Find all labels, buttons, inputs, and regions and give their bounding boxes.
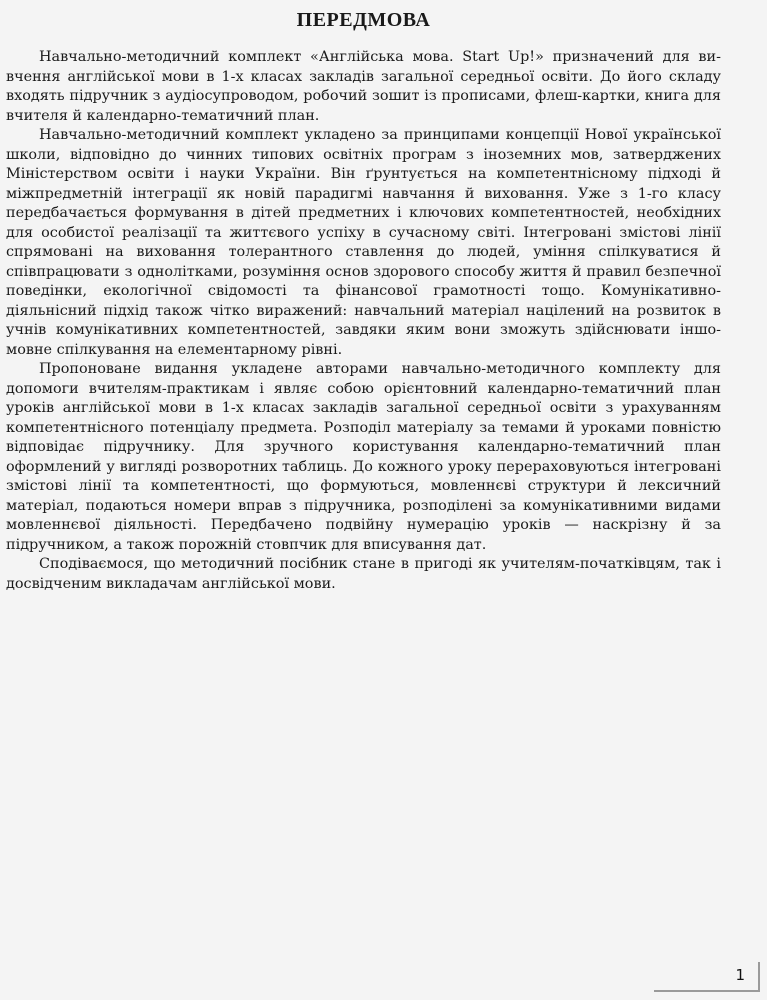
paragraph-1: Навчально-методичний комплект «Англійська мова. Start Up!» призначений для вивчення англійської мови в 1-х класах закладів загальної середньої освіти. До його складу входять підручник з аудіосупроводом, робочий зошит із прописами, флеш-картки, книга для вчителя й календарно-тематичний план. [6, 49, 721, 124]
paragraph-4: Сподіваємося, що методичний посібник стане в пригоді як учителям-початківцям, так і досвідченим викладачам англійської мови. [6, 556, 721, 592]
page-number: 1 [735, 966, 745, 984]
document-page [6, 6, 721, 594]
page-title: ПЕРЕДМОВА [296, 9, 431, 31]
paragraph-3: Пропоноване видання укладене авторами навчально-методичного комплекту для допомоги вчителям-практикам і являє собою орієнтовний календарно-тематичний план уроків англійської мови в 1-х класах закладів загальної середньої освіти з урахуванням компетентнісного потенціалу предмета. Розподіл матеріалу за темами й уроками повністю відповідає підручнику. Для зручного користування календарно-тематичний план оформлений у вигляді розворотних таблиць. До кожного уроку перераховуються інтегровані змістові лінії та компетентності, що формуються, мовленнєві структури й лексичний матеріал, подаються номери вправ з підручника, розподілені за комунікативними видами мовленнєвої діяльності. Передбачено подвійну нумерацію уроків — наскрізну й за підручником, а також порожній стовпчик для вписування дат. [6, 361, 721, 553]
paragraph-2: Навчально-методичний комплект укладено за принципами концепції Нової української школи, відповідно до чинних типових освітніх програм з іноземних мов, затверджених Міністерством освіти і науки України. Він ґрунтується на компетентнісному підході й міжпредметній інтеграції як новій парадигмі навчання й виховання. Уже з 1-го класу передбачається формування в дітей предметних і ключових компетентностей, необхідних для особистої реалізації та життєвого успіху в сучасному світі. Інтегровані змістові лінії спрямовані на виховання толерантного ставлення до людей, уміння спілкуватися й співпрацювати з однолітками, розуміння основ здорового способу життя й правил безпечної поведінки, екологічної свідомості та фінансової грамотності тощо. Комунікативно-діяльнісний підхід також чітко виражений: навчальний матеріал націлений на розвиток в учнів комунікативних компетентностей, завдяки яким вони зможуть здійснювати іншомовне спілкування на елементарному рівні. [6, 127, 721, 358]
page-number-frame [654, 962, 760, 992]
